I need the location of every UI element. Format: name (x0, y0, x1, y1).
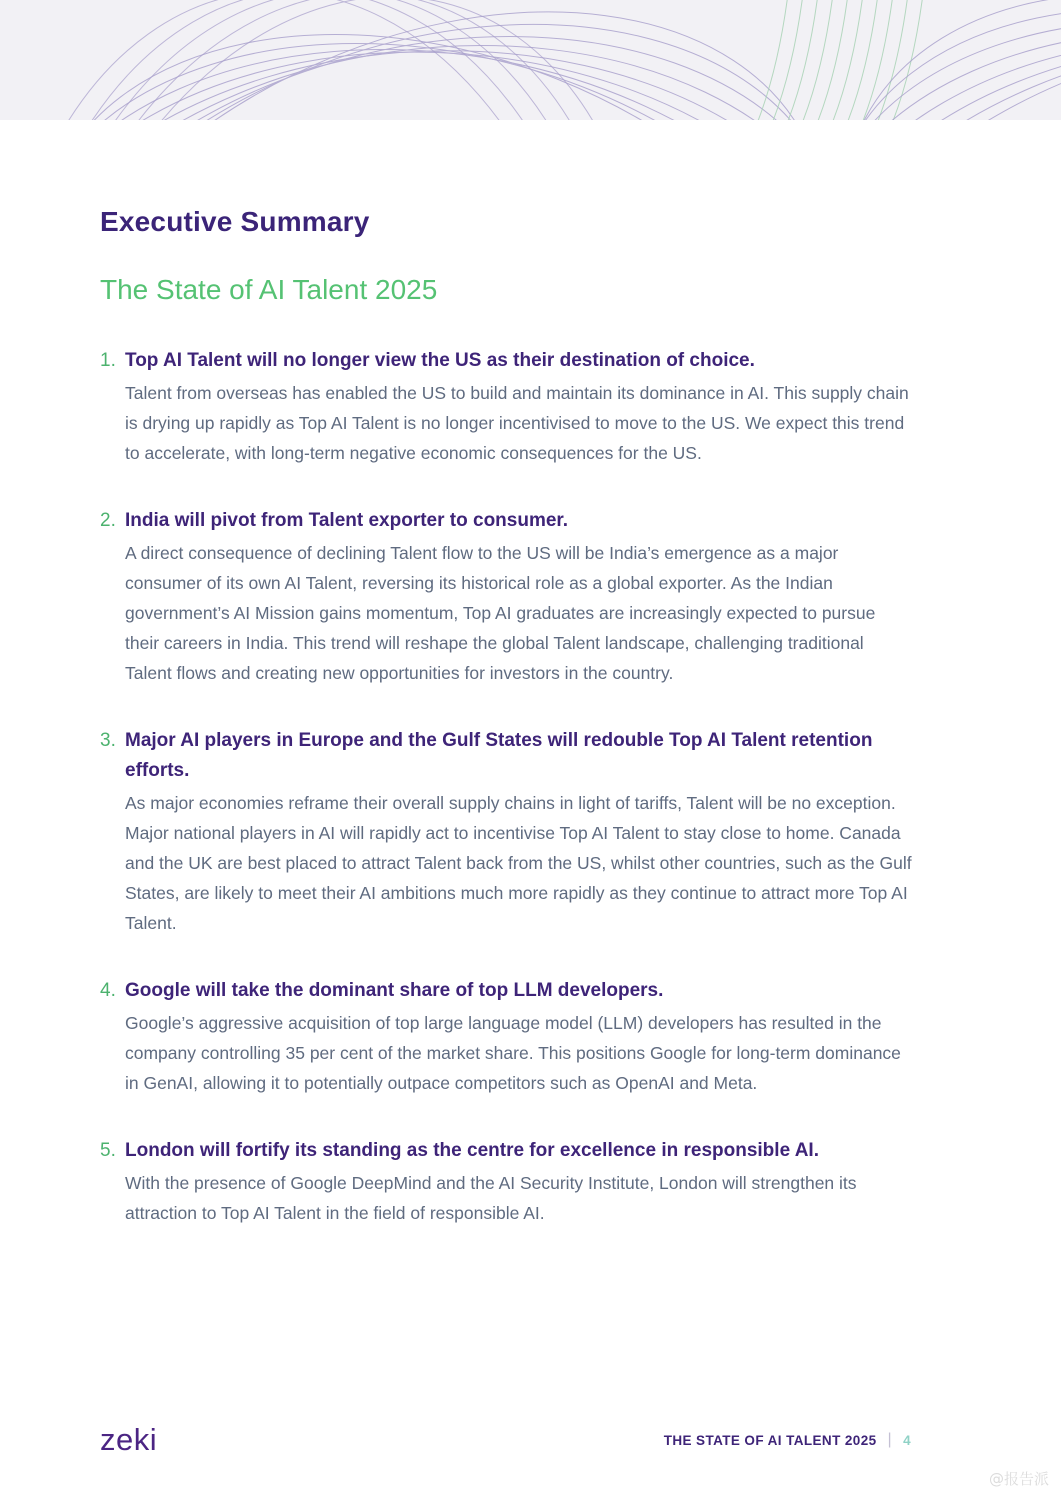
zeki-logo: zeki (100, 1422, 158, 1457)
list-item-content (125, 346, 912, 468)
page-title: Executive Summary (100, 206, 370, 237)
list-item (100, 976, 912, 1098)
summary-list (100, 346, 912, 1228)
list-item-content (125, 726, 912, 938)
footer-running-title (664, 1431, 911, 1449)
list-item-heading: India will pivot from Talent exporter to consumer. (125, 510, 569, 531)
list-item (100, 506, 912, 688)
list-item-number: 3. (100, 730, 116, 751)
list-item-content (125, 506, 912, 688)
page-footer (100, 1420, 911, 1460)
list-item-body: Talent from overseas has enabled the US to build and maintain its dominance in AI. This supply chain is drying up rapidly as Top AI Talent is no longer incentivised to move to the US. We expect this trend to accelerate, with long-term negative economic consequences for the US. (125, 383, 909, 463)
list-item-heading: London will fortify its standing as the centre for excellence in responsible AI. (125, 1140, 819, 1161)
list-item-number: 4. (100, 980, 116, 1001)
footer-report-title: THE STATE OF AI TALENT 2025 (663, 1432, 877, 1448)
list-item-number: 2. (100, 510, 116, 531)
list-item-heading: Google will take the dominant share of top LLM developers. (125, 980, 664, 1001)
list-item (100, 726, 912, 938)
list-item (100, 346, 912, 468)
watermark: @报告派 (988, 1470, 1049, 1488)
header-decoration-band (0, 0, 1061, 120)
header-curves-icon (0, 0, 1061, 120)
list-item-body: With the presence of Google DeepMind and the AI Security Institute, London will strengthen its attraction to Top AI Talent in the field of responsible AI. (125, 1173, 857, 1223)
list-item-body: As major economies reframe their overall supply chains in light of tariffs, Talent will be no exception. Major national players in AI will rapidly act to incentivise Top AI Talent to stay close to home. Canada and the UK are best placed to attract Talent back from the US, whilst other countries, such as the Gulf States, are likely to meet their AI ambitions much more rapidly as they continue to attract more Top AI Talent. (125, 793, 912, 933)
list-item (100, 1136, 912, 1228)
list-item-body: A direct consequence of declining Talent flow to the US will be India’s emergence as a major consumer of its own AI Talent, reversing its historical role as a global exporter. As the Indian government’s AI Mission gains momentum, Top AI graduates are increasingly expected to pursue their careers in India. This trend will reshape the global Talent landscape, challenging traditional Talent flows and creating new opportunities for investors in the country. (125, 543, 876, 683)
page-subtitle: The State of AI Talent 2025 (100, 274, 438, 305)
list-item-number: 5. (100, 1140, 116, 1161)
list-item-number: 1. (100, 350, 116, 371)
executive-summary-section (100, 120, 912, 1266)
list-item-content (125, 976, 912, 1098)
list-item-heading: Top AI Talent will no longer view the US as their destination of choice. (125, 350, 755, 371)
list-item-heading: Major AI players in Europe and the Gulf States will redouble Top AI Talent retention efforts. (125, 730, 873, 781)
list-item-body: Google’s aggressive acquisition of top large language model (LLM) developers has resulted in the company controlling 35 per cent of the market share. This positions Google for long-term dominance in GenAI, allowing it to potentially outpace competitors such as OpenAI and Meta. (125, 1013, 901, 1093)
footer-divider: | (887, 1431, 893, 1448)
list-item-content (125, 1136, 912, 1228)
page-number: 4 (903, 1432, 911, 1448)
